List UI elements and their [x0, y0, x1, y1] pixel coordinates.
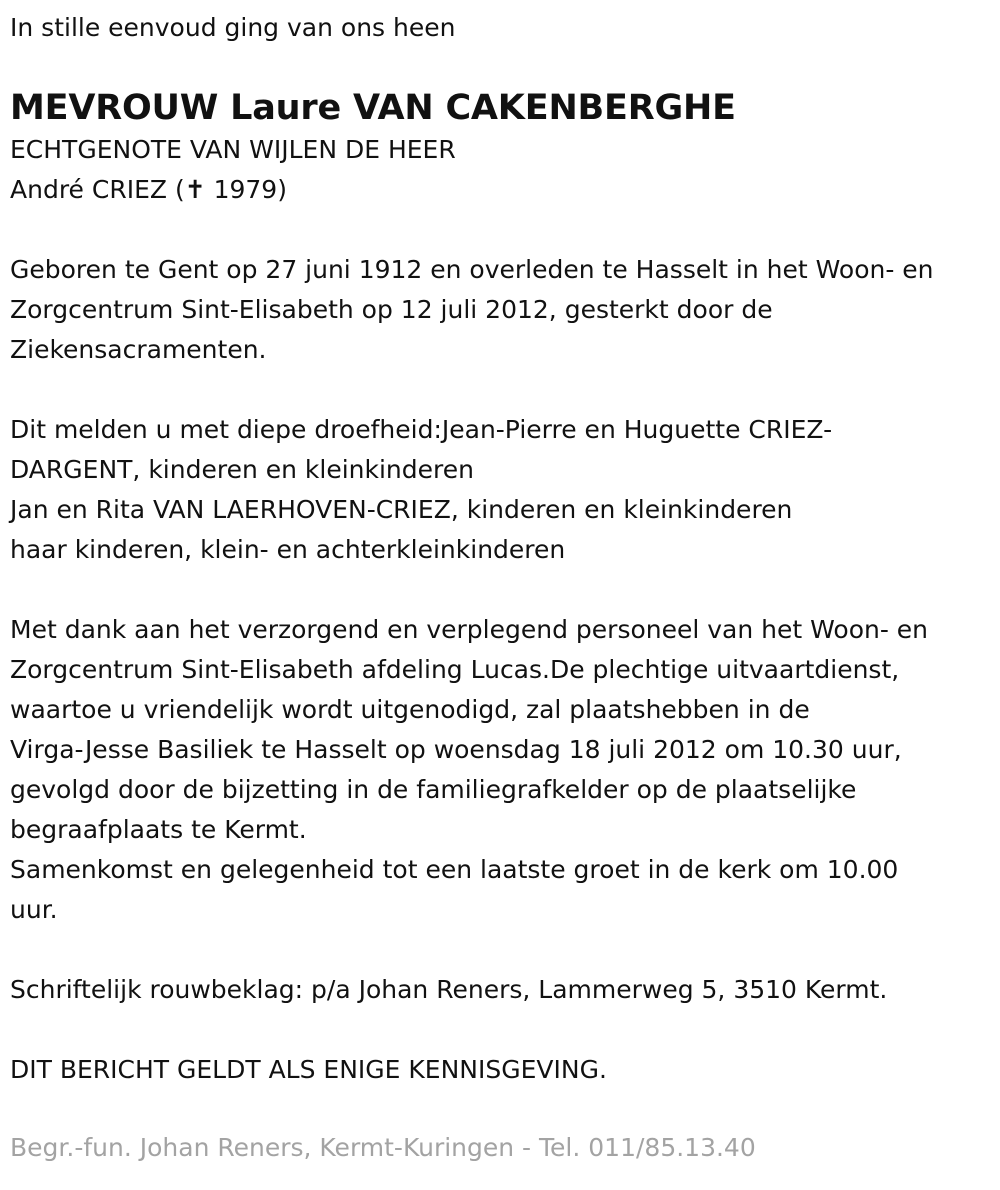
text-line: Samenkomst en gelegenheid tot een laatste groet in de kerk om 10.00 [10, 855, 899, 884]
official-notice-statement: DIT BERICHT GELDT ALS ENIGE KENNISGEVING. [10, 1055, 607, 1084]
spacer [10, 1010, 992, 1050]
intro-text: In stille eenvoud ging van ons heen [10, 13, 456, 42]
text-line: begraafplaats te Kermt. [10, 815, 307, 844]
text-line: uur. [10, 895, 58, 924]
text-line: Zorgcentrum Sint-Elisabeth op 12 juli 2012, gesterkt door de [10, 295, 773, 324]
spacer [10, 930, 992, 970]
birth-death-section [10, 250, 992, 370]
text-line: waartoe u vriendelijk wordt uitgenodigd, zal plaatshebben in de [10, 695, 810, 724]
spacer [10, 48, 992, 86]
spacer [10, 570, 992, 610]
text-line: Geboren te Gent op 27 juni 1912 en overleden te Hasselt in het Woon- en [10, 255, 934, 284]
text-line: Zorgcentrum Sint-Elisabeth afdeling Lucas.De plechtige uitvaartdienst, [10, 655, 900, 684]
service-details-section [10, 610, 992, 930]
condolence-address: Schriftelijk rouwbeklag: p/a Johan Reners, Lammerweg 5, 3510 Kermt. [10, 975, 888, 1004]
text-line: Jan en Rita VAN LAERHOVEN-CRIEZ, kinderen en kleinkinderen [10, 495, 793, 524]
text-line: haar kinderen, klein- en achterkleinkinderen [10, 535, 566, 564]
spacer [10, 370, 992, 410]
text-line: DARGENT, kinderen en kleinkinderen [10, 455, 474, 484]
text-line: Ziekensacramenten. [10, 335, 267, 364]
family-announcement-section [10, 410, 992, 570]
spouse-name: André CRIEZ (✝ 1979) [10, 175, 287, 204]
spacer [10, 210, 992, 250]
funeral-home-contact: Begr.-fun. Johan Reners, Kermt-Kuringen - Tel. 011/85.13.40 [10, 1133, 756, 1162]
spouse-title: ECHTGENOTE VAN WIJLEN DE HEER [10, 135, 456, 164]
text-line: gevolgd door de bijzetting in de familiegrafkelder op de plaatselijke [10, 775, 857, 804]
text-line: Met dank aan het verzorgend en verplegend personeel van het Woon- en [10, 615, 929, 644]
text-line: Virga-Jesse Basiliek te Hasselt op woensdag 18 juli 2012 om 10.30 uur, [10, 735, 902, 764]
text-line: Dit melden u met diepe droefheid:Jean-Pierre en Huguette CRIEZ- [10, 415, 833, 444]
deceased-name: MEVROUW Laure VAN CAKENBERGHE [10, 88, 736, 128]
